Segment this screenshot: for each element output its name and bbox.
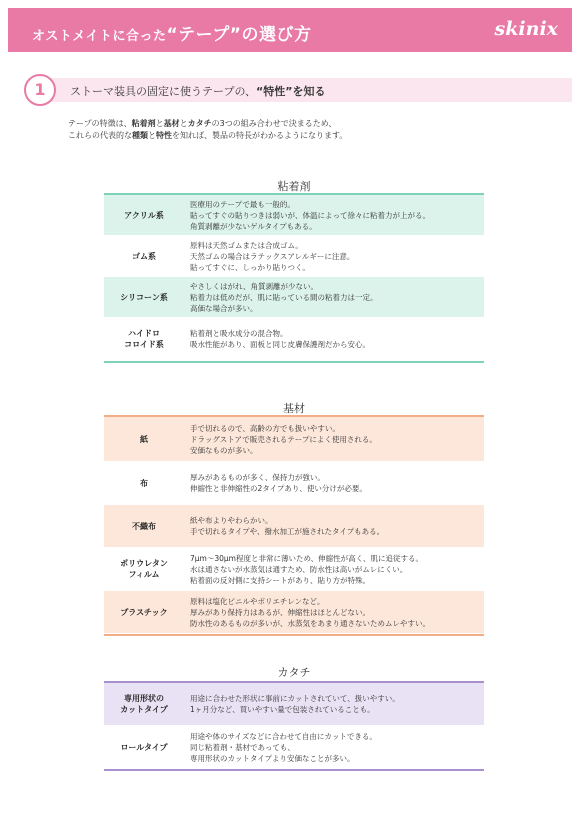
row-type-name bbox=[104, 195, 184, 235]
adhesive-table-title: 粘着剤 bbox=[277, 180, 311, 193]
row-description-line: 厚みがあり保持力はあるが、伸縮性はほとんどない。 bbox=[190, 607, 370, 617]
row-type-name bbox=[104, 277, 184, 317]
row-type-name-line: 専用形状の bbox=[124, 694, 164, 703]
intro-text-part: を知れば、製品の特長がわかるようになります。 bbox=[172, 131, 348, 140]
table-row bbox=[104, 548, 484, 591]
row-type-name-line: コロイド系 bbox=[124, 340, 164, 349]
brand-logo: skinix bbox=[494, 18, 558, 40]
section-number: 1 bbox=[24, 74, 56, 106]
row-description bbox=[184, 318, 484, 360]
row-description-line: 粘着力は低めだが、肌に貼っている間の粘着力は一定。 bbox=[190, 292, 378, 302]
row-description-line: 厚みがあるものが多く、保持力が強い。 bbox=[190, 473, 325, 482]
row-type-name bbox=[104, 505, 184, 547]
row-type-name bbox=[104, 726, 184, 768]
row-type-name-line: 布 bbox=[140, 478, 148, 488]
row-description-line: 7μm〜30μm程度と非常に薄いため、伸縮性が高く、肌に追従する。 bbox=[190, 553, 424, 563]
intro-line-1 bbox=[68, 118, 347, 130]
row-description bbox=[184, 683, 484, 725]
intro-text bbox=[68, 118, 347, 142]
row-description-line: 同じ粘着剤・基材であっても、 bbox=[190, 742, 295, 752]
row-description-line: 防水性のあるものが多いが、水蒸気をあまり通さないためムレやすい。 bbox=[190, 618, 430, 628]
row-description-line: 粘着剤と吸水成分の混合物。 bbox=[190, 329, 288, 338]
row-type-name-line: 不織布 bbox=[132, 521, 156, 531]
table-row bbox=[104, 726, 484, 769]
row-description-line: 用途に合わせた形状に事前にカットされていて、扱いやすい。 bbox=[190, 694, 400, 703]
intro-text-part: テープの特徴は、 bbox=[68, 119, 132, 128]
row-description-line: 手で切れるタイプや、撥水加工が施されたタイプもある。 bbox=[190, 527, 385, 536]
row-description-line: 原料は天然ゴムまたは合成ゴム。 bbox=[190, 240, 303, 250]
base-table-title: 基材 bbox=[283, 402, 305, 415]
row-description bbox=[184, 195, 484, 235]
section-label bbox=[70, 83, 325, 99]
section-heading bbox=[8, 74, 572, 106]
row-description bbox=[184, 417, 484, 461]
row-description bbox=[184, 236, 484, 276]
row-description bbox=[184, 462, 484, 504]
intro-text-part: と bbox=[179, 119, 188, 128]
row-type-name-line: ポリウレタン bbox=[120, 559, 168, 568]
row-description bbox=[184, 277, 484, 317]
row-description-line: ドラッグストアで販売されるテープによく使用される。 bbox=[190, 434, 377, 444]
table-row bbox=[104, 195, 484, 236]
row-description bbox=[184, 726, 484, 768]
row-type-name-line: ロールタイプ bbox=[120, 742, 168, 752]
row-type-name bbox=[104, 591, 184, 633]
row-description bbox=[184, 505, 484, 547]
table-row bbox=[104, 318, 484, 361]
shape-table bbox=[104, 681, 484, 771]
row-type-name bbox=[104, 683, 184, 725]
section-label-post: を知る bbox=[292, 85, 326, 98]
title-prefix: オストメイトに合った bbox=[32, 29, 167, 44]
row-description-line: 紙や布よりやわらかい。 bbox=[190, 516, 273, 525]
shape-table-title: カタチ bbox=[277, 666, 311, 679]
section-label-pre: ストーマ装具の固定に使うテープの、 bbox=[70, 85, 257, 98]
table-row bbox=[104, 683, 484, 726]
row-type-name-line: ハイドロ bbox=[127, 329, 160, 338]
row-description-line: 原料は塩化ビニルやポリエチレンなど。 bbox=[190, 596, 325, 606]
row-description-line: 吸水性能があり、面板と同じ皮膚保護剤だから安心。 bbox=[190, 340, 370, 349]
row-description-line: 専用形状のカットタイプより安価なことが多い。 bbox=[190, 753, 355, 763]
table-row bbox=[104, 591, 484, 634]
row-type-name bbox=[104, 318, 184, 360]
title-main: “テープ”の選び方 bbox=[166, 25, 312, 45]
row-description-line: 水は通さないが水蒸気は通すため、防水性は高いがムレにくい。 bbox=[190, 564, 408, 574]
row-description-line: 粘着面の反対側に支持シートがあり、貼り方が特殊。 bbox=[190, 575, 370, 585]
row-description-line: 天然ゴムの場合はラテックスアレルギーに注意。 bbox=[190, 251, 355, 261]
row-description-line: 手で切れるので、高齢の方でも扱いやすい。 bbox=[190, 423, 340, 433]
intro-text-part: の3つの組み合わせで決まるため、 bbox=[211, 119, 337, 128]
adhesive-table bbox=[104, 193, 484, 363]
row-description-line: 用途や体のサイズなどに合わせて自由にカットできる。 bbox=[190, 731, 377, 741]
intro-text-part: と bbox=[155, 119, 164, 128]
intro-keyword: 特性 bbox=[156, 131, 172, 140]
table-row bbox=[104, 505, 484, 548]
row-type-name-line: カットタイプ bbox=[120, 705, 168, 714]
page-header bbox=[8, 8, 572, 52]
section-label-bold: “特性” bbox=[256, 85, 293, 98]
table-row bbox=[104, 417, 484, 462]
row-type-name bbox=[104, 236, 184, 276]
intro-keyword: カタチ bbox=[187, 119, 212, 128]
row-description-line: やさしくはがれ、角質剥離が少ない。 bbox=[190, 281, 318, 291]
row-type-name bbox=[104, 462, 184, 504]
row-description-line: 貼ってすぐの貼りつきは弱いが、体温によって徐々に粘着力が上がる。 bbox=[190, 210, 430, 220]
table-row bbox=[104, 277, 484, 318]
row-type-name bbox=[104, 548, 184, 590]
row-description-line: 安価なものが多い。 bbox=[190, 445, 258, 455]
intro-keyword: 粘着剤 bbox=[131, 119, 156, 128]
table-row bbox=[104, 462, 484, 505]
intro-keyword: 基材 bbox=[163, 119, 180, 128]
table-row bbox=[104, 236, 484, 277]
row-description-line: 医療用のテープで最も一般的。 bbox=[190, 199, 295, 209]
row-type-name bbox=[104, 417, 184, 461]
row-type-name-line: 紙 bbox=[140, 434, 148, 444]
intro-text-part: これらの代表的な bbox=[68, 131, 132, 140]
row-type-name-line: シリコーン系 bbox=[120, 292, 168, 302]
row-description bbox=[184, 591, 484, 633]
row-type-name-line: ゴム系 bbox=[132, 251, 156, 261]
row-description-line: 角質剥離が少ないゲルタイプもある。 bbox=[190, 221, 317, 231]
intro-keyword: 種類 bbox=[132, 131, 148, 140]
row-type-name-line: プラスチック bbox=[120, 607, 168, 617]
base-table bbox=[104, 415, 484, 636]
row-type-name-line: アクリル系 bbox=[124, 210, 164, 220]
row-description-line: 貼ってすぐに、しっかり貼りつく。 bbox=[190, 262, 310, 272]
row-description bbox=[184, 548, 484, 590]
row-description-line: 1ヶ月分など、買いやすい量で包装されていることも。 bbox=[190, 705, 375, 714]
row-description-line: 伸縮性と非伸縮性の2タイプあり、使い分けが必要。 bbox=[190, 484, 367, 493]
row-description-line: 高価な場合が多い。 bbox=[190, 303, 258, 313]
intro-line-2 bbox=[68, 130, 347, 142]
page-title bbox=[32, 20, 311, 45]
row-type-name-line: フィルム bbox=[128, 570, 160, 579]
intro-text-part: と bbox=[148, 131, 156, 140]
